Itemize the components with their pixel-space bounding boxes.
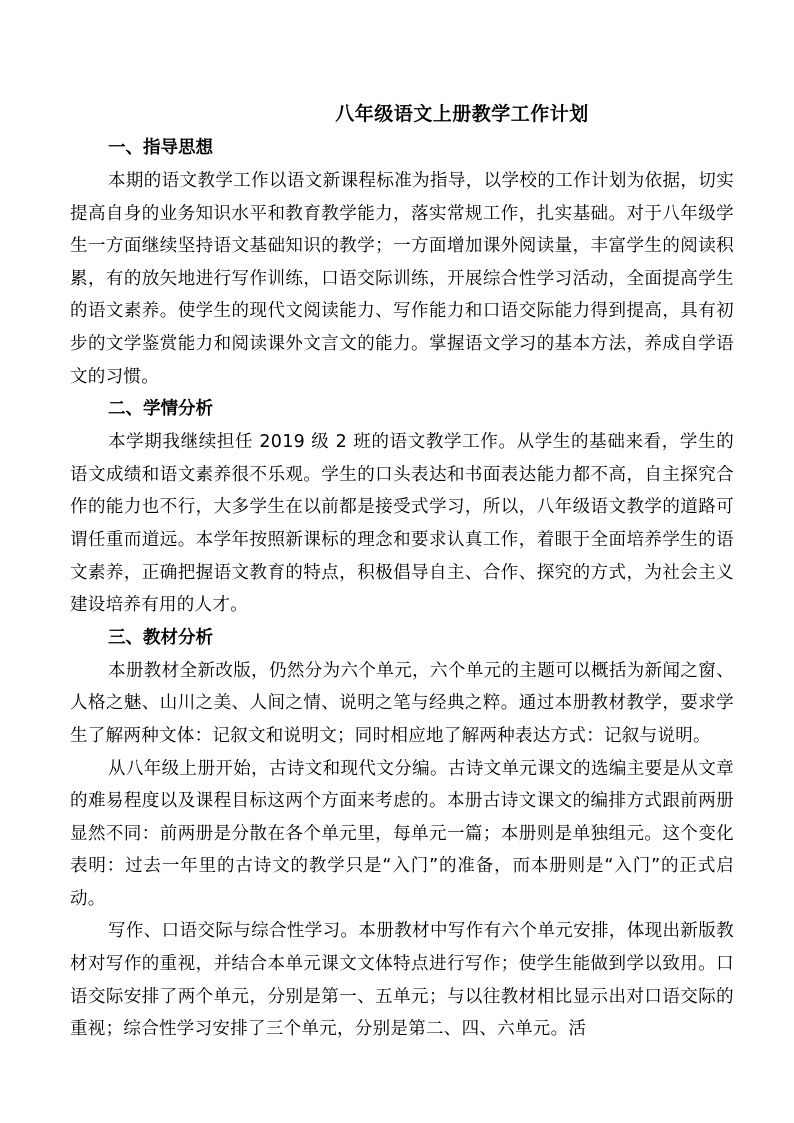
document-page bbox=[70, 98, 734, 1046]
section-guiding-ideology bbox=[70, 132, 734, 393]
section-heading: 一、指导思想 bbox=[108, 138, 213, 158]
section-student-analysis bbox=[70, 393, 734, 622]
section-paragraph: 本期的语文教学工作以语文新课程标准为指导，以学校的工作计划为依据，切实提高自身的业务知识水平和教育教学能力，落实常规工作，扎实基础。对于八年级学生一方面继续坚持语文基础知识的教学；一方面增加课外阅读量，丰富学生的阅读积累，有的放矢地进行写作训练，口语交际训练，开展综合性学习活动，全面提高学生的语文素养。使学生的现代文阅读能力、写作能力和口语交际能力得到提高，具有初步的文学鉴赏能力和阅读课外文言文的能力。掌握语文学习的基本方法，养成自学语文的习惯。 bbox=[70, 171, 734, 387]
section-paragraph: 写作、口语交际与综合性学习。本册教材中写作有六个单元安排，体现出新版教材对写作的重视，并结合本单元课文文体特点进行写作；使学生能做到学以致用。口语交际安排了两个单元，分别是第一、五单元；与以往教材相比显示出对口语交际的重视；综合性学习安排了三个单元，分别是第二、四、六单元。活 bbox=[70, 921, 734, 1040]
section-heading: 二、学情分析 bbox=[108, 399, 213, 420]
section-textbook-analysis bbox=[70, 622, 734, 1046]
section-paragraph: 从八年级上册开始，古诗文和现代文分编。古诗文单元课文的选编主要是从文章的难易程度以及课程目标这两个方面来考虑的。本册古诗文课文的编排方式跟前两册显然不同：前两册是分散在各个单元里，每单元一篇；本册则是单独组元。这个变化表明：过去一年里的古诗文的教学只是“入门”的准备，而本册则是“入门”的正式启动。 bbox=[70, 758, 734, 909]
section-heading: 三、教材分析 bbox=[108, 627, 213, 648]
section-paragraph: 本册教材全新改版，仍然分为六个单元，六个单元的主题可以概括为新闻之窗、人格之魅、山川之美、人间之情、说明之笔与经典之粹。通过本册教材教学，要求学生了解两种文体：记叙文和说明文；同时相应地了解两种表达方式：记叙与说明。 bbox=[70, 660, 734, 746]
section-paragraph: 本学期我继续担任 2019 级 2 班的语文教学工作。从学生的基础来看，学生的语文成绩和语文素养很不乐观。学生的口头表达和书面表达能力都不高，自主探究合作的能力也不行，大多学生在以前都是接受式学习，所以，八年级语文教学的道路可谓任重而道远。本学年按照新课标的理念和要求认真工作，着眼于全面培养学生的语文素养，正确把握语文教育的特点，积极倡导自主、合作、探究的方式，为社会主义建设培养有用的人才。 bbox=[70, 432, 734, 616]
document-title: 八年级语文上册教学工作计划 bbox=[335, 103, 589, 125]
